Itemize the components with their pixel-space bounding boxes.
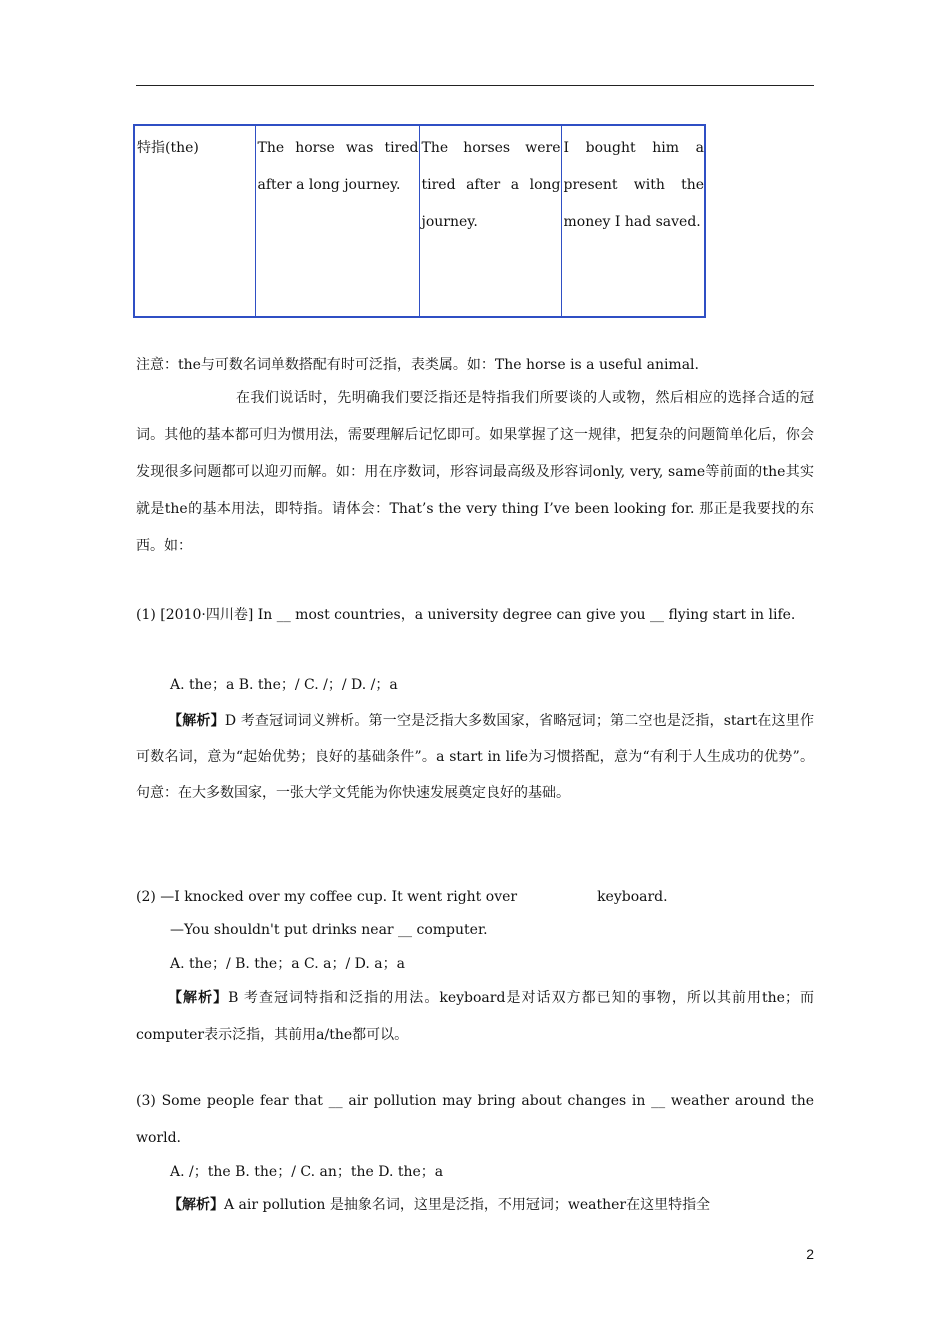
header-rule bbox=[136, 85, 814, 86]
question-1-stem: (1) [2010·四川卷] In __ most countries，a university degree can give you __ flying start in life. bbox=[136, 607, 796, 623]
question-2-line-2: —You shouldn't put drinks near __ computer. bbox=[170, 922, 488, 938]
question-1-options: A. the；a B. the；/ C. /；/ D. /；a bbox=[170, 677, 398, 693]
analysis-text: A air pollution 是抽象名词，这里是泛指，不用冠词；weather在这里特指全 bbox=[224, 1197, 711, 1213]
table-cell: I bought him a present with the money I had saved. bbox=[561, 125, 705, 317]
question-3-options: A. /；the B. the；/ C. an；the D. the；a bbox=[170, 1164, 444, 1180]
question-2-line-1-b: keyboard. bbox=[597, 889, 668, 905]
analysis-label: 【解析】 bbox=[168, 990, 229, 1006]
page-number: 2 bbox=[806, 1246, 814, 1262]
table-row-head: 特指(the) bbox=[134, 125, 255, 317]
question-1-analysis bbox=[136, 703, 814, 811]
explanation-paragraph: 在我们说话时，先明确我们要泛指还是特指我们所要谈的人或物，然后相应的选择合适的冠词。其他的基本都可归为惯用法，需要理解后记忆即可。如果掌握了这一规律，把复杂的问题简单化后，你会发现很多问题都可以迎刃而解。如：用在序数词，形容词最高级及形容词only, very, same等前面的the其实就是the的基本用法，即特指。请体会：That’s the very thing I’ve been looking for. 那正是我要找的东西。如： bbox=[136, 390, 814, 554]
question-3-stem: (3) Some people fear that __ air pollution may bring about changes in __ weather around the world. bbox=[136, 1093, 814, 1146]
question-3-analysis bbox=[136, 1187, 814, 1224]
table-row bbox=[134, 125, 705, 317]
table-cell: The horses were tired after a long journey. bbox=[419, 125, 561, 317]
table-cell: The horse was tired after a long journey. bbox=[255, 125, 419, 317]
analysis-label: 【解析】 bbox=[168, 713, 225, 729]
question-2-options: A. the；/ B. the；a C. a；/ D. a；a bbox=[170, 956, 405, 972]
question-2-line-1 bbox=[136, 880, 668, 914]
analysis-text: D 考查冠词词义辨析。第一空是泛指大多数国家，省略冠词；第二空也是泛指，start在这里作可数名词，意为“起始优势；良好的基础条件”。a start in life为习惯搭配，意为“有利于人生成功的优势”。句意：在大多数国家，一张大学文凭能为你快速发展奠定良好的基础。 bbox=[136, 713, 814, 801]
question-2-line-1-a: (2) —I knocked over my coffee cup. It went right over bbox=[136, 889, 518, 905]
article-usage-table bbox=[133, 124, 706, 318]
analysis-label: 【解析】 bbox=[168, 1197, 224, 1213]
analysis-text: B 考查冠词特指和泛指的用法。keyboard是对话双方都已知的事物，所以其前用the；而computer表示泛指，其前用a/the都可以。 bbox=[136, 990, 815, 1043]
question-2-analysis bbox=[136, 980, 814, 1054]
note-paragraph: 注意：the与可数名词单数搭配有时可泛指，表类属。如：The horse is a useful animal. bbox=[136, 357, 699, 373]
